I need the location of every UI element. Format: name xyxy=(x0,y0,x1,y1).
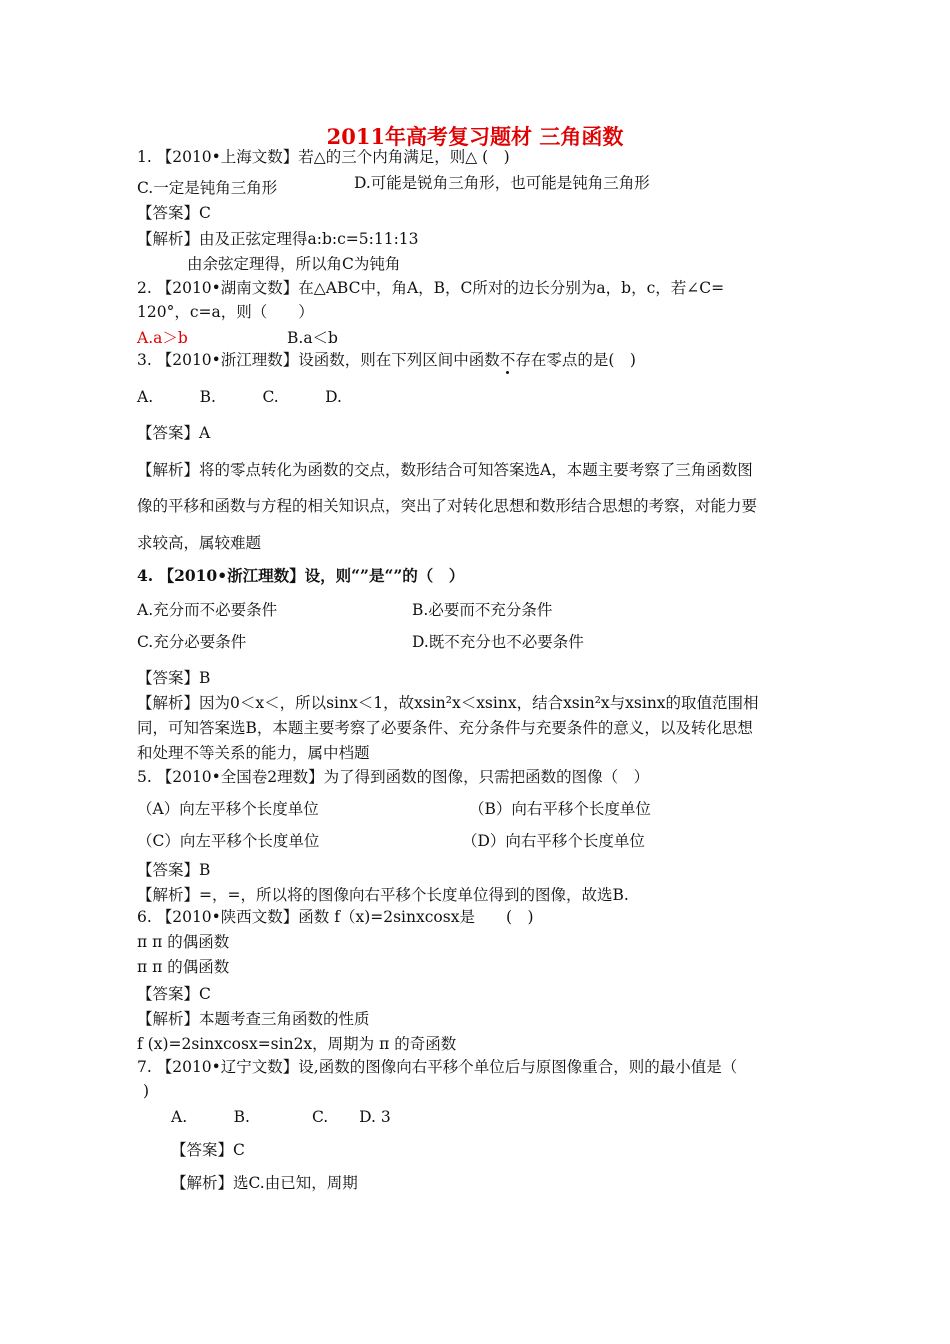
q3-stem xyxy=(137,350,636,370)
q6-stem: 6. 【2010•陕西文数】函数 f（x)=2sinxcosx是 ( ) xyxy=(137,908,534,926)
q3-stem-part1: 3. 【2010•浙江理数】设函数，则在下列区间中函数 xyxy=(137,351,500,369)
q7-stem: 7. 【2010•辽宁文数】设,函数的图像向右平移个单位后与原图像重合，则的最小值是（ xyxy=(137,1058,738,1076)
page-title: 2011年高考复习题材 三角函数 xyxy=(326,124,624,149)
q1-stem: 1. 【2010•上海文数】若△的三个内角满足，则△ ( ) xyxy=(137,148,510,166)
q5-analysis: 【解析】=，=，所以将的图像向右平移个长度单位得到的图像，故选B. xyxy=(137,886,629,904)
q4-analysis: 【解析】因为0＜x＜，所以sinx＜1，故xsin²x＜xsinx，结合xsin²x与xsinx的取值范围相 xyxy=(137,694,759,712)
q3-analysis-cont2: 求较高，属较难题 xyxy=(137,534,262,552)
q1-answer: 【答案】C xyxy=(137,204,211,222)
q5-stem: 5. 【2010•全国卷2理数】为了得到函数的图像，只需把函数的图像（ ） xyxy=(137,768,650,786)
q1-analysis: 【解析】由及正弦定理得a:b:c=5:11:13 xyxy=(137,230,419,248)
q5-option-c: （C）向左平移个长度单位 xyxy=(137,832,320,850)
q4-option-b: B.必要而不充分条件 xyxy=(412,601,553,619)
q7-answer: 【答案】C xyxy=(171,1141,245,1159)
q7-analysis: 【解析】选C.由已知，周期 xyxy=(171,1174,358,1192)
q4-stem: 4. 【2010•浙江理数】设，则“”是“”的（ ） xyxy=(137,566,465,585)
q5-option-d: （D）向右平移个长度单位 xyxy=(462,832,645,850)
q6-analysis-cont: f (x)=2sinxcosx=sin2x，周期为 π 的奇函数 xyxy=(137,1035,457,1053)
q3-answer: 【答案】A xyxy=(137,424,211,442)
q2-option-b: B.a＜b xyxy=(287,329,338,347)
q4-analysis-cont1: 同，可知答案选B，本题主要考察了必要条件、充分条件与充要条件的意义，以及转化思想 xyxy=(137,719,753,737)
q7-stem-cont: ) xyxy=(143,1082,150,1100)
q6-option-1: π π 的偶函数 xyxy=(137,933,230,951)
q4-option-a: A.充分而不必要条件 xyxy=(137,601,278,619)
q6-answer: 【答案】C xyxy=(137,985,211,1003)
q7-options: A. B. C. D. 3 xyxy=(171,1108,391,1126)
q1-option-d: D.可能是锐角三角形，也可能是钝角三角形 xyxy=(354,174,650,192)
q3-emphasis-mark: 不 xyxy=(499,351,516,369)
q2-option-a: A.a＞b xyxy=(137,329,188,347)
q4-option-d: D.既不充分也不必要条件 xyxy=(412,633,584,651)
q4-answer: 【答案】B xyxy=(137,669,211,687)
q2-stem-cont: 120°，c=a，则（ ） xyxy=(137,303,314,321)
q3-stem-part2: 存在零点的是( ) xyxy=(515,351,636,369)
q5-option-a: （A）向左平移个长度单位 xyxy=(137,800,319,818)
q4-analysis-cont2: 和处理不等关系的能力，属中档题 xyxy=(137,744,370,762)
q6-option-2: π π 的偶函数 xyxy=(137,958,230,976)
q3-analysis-cont1: 像的平移和函数与方程的相关知识点，突出了对转化思想和数形结合思想的考察，对能力要 xyxy=(137,497,758,515)
q3-options: A. B. C. D. xyxy=(137,388,342,406)
q5-answer: 【答案】B xyxy=(137,861,211,879)
q2-stem: 2. 【2010•湖南文数】在△ABC中，角A，B，C所对的边长分别为a，b，c，若∠C= xyxy=(137,279,725,297)
q5-option-b: （B）向右平移个长度单位 xyxy=(469,800,651,818)
q1-option-c: C.一定是钝角三角形 xyxy=(137,179,278,197)
q1-analysis-cont: 由余弦定理得，所以角C为钝角 xyxy=(187,255,401,273)
q4-option-c: C.充分必要条件 xyxy=(137,633,247,651)
q3-analysis: 【解析】将的零点转化为函数的交点，数形结合可知答案选A，本题主要考察了三角函数图 xyxy=(137,461,753,479)
q6-analysis: 【解析】本题考查三角函数的性质 xyxy=(137,1010,370,1028)
